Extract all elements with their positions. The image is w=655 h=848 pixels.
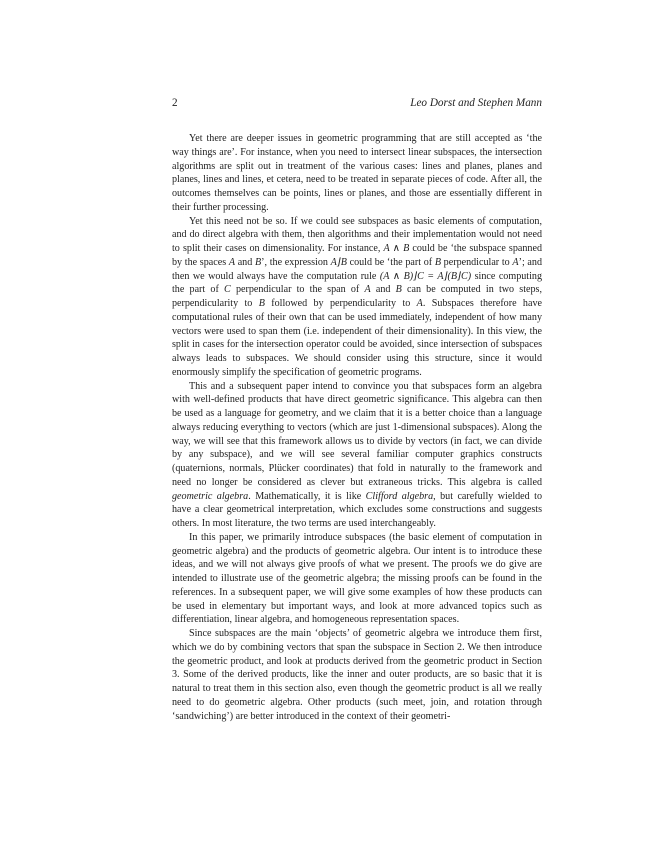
emphasis-text: geometric algebra	[172, 490, 249, 502]
running-header	[172, 96, 542, 110]
math-expression: B	[258, 298, 265, 309]
math-expression: A	[512, 256, 519, 268]
math-expression: (A ∧ B)⌋C = A⌋(B⌋C)	[379, 270, 472, 282]
paragraph	[172, 215, 542, 380]
math-expression: A	[416, 298, 423, 309]
text-run: since computing the part of	[172, 270, 542, 296]
text-run: , but carefully wielded to have a clear geometrical interpretation, which excludes some constructions and suggests others. In most literature, the two terms are used interchangeably.	[172, 490, 543, 529]
text-run: Since subspaces are the main ‘objects’ of geometric algebra we introduce them first, which we do by combining vectors that span the subspace in Section 2. We then introduce the geometric product, and look at products derived from the geometric product in Section 3. Some of the derived products, like the inner and outer products, are so basic that it is natural to treat them in this section also, even though the geometric product is all we really need to do geometric algebra. Other products (such meet, join, and rotation through ‘sandwiching’) are better introduced in the context of their geometri-	[172, 628, 542, 722]
page-number: 2	[172, 97, 178, 109]
paragraph	[172, 132, 542, 215]
text-run: perpendicular to the span of	[230, 284, 365, 296]
math-expression: B	[434, 256, 441, 268]
math-expression: C	[224, 284, 231, 296]
text-run: and	[235, 256, 255, 268]
paragraph	[172, 531, 542, 627]
text-run: perpendicular to	[440, 256, 513, 268]
math-expression: A⌋B	[330, 256, 347, 268]
text-run: This and a subsequent paper intend to convince you that subspaces form an algebra with well-defined products that have direct geometric significance. This algebra can then be used as a language for geometry, and we claim that it is a better choice than a language always reducing everything to vectors (which are just 1-dimensional subspaces). Along the way, we will see that this framework allows us to divide by vectors (in fact, we can divide by any subspace), and we will see several familiar computer graphics constructs (quaternions, normals, Plücker coordinates) that fold in naturally to the framework and need no longer be considered as clever but extraneous tricks. This algebra is called	[172, 380, 542, 488]
body-text	[172, 132, 542, 723]
text-run: . Subspaces therefore have computational rules of their own that can be used immediately, independent of how many vectors were used to span them (i.e. independent of their dimensionality). In this view, the split in cases for the intersection operator could be avoided, since intersection of subspaces always leads to subspaces. We should consider using this structure, since it would enormously simplify the specification of geometric programs.	[172, 298, 542, 378]
text-run: and	[370, 284, 396, 296]
text-run: can be computed in two steps, perpendicularity to	[172, 284, 542, 309]
text-run: Yet there are deeper issues in geometric programming that are still accepted as ‘the way things are’. For instance, when you need to intersect linear subspaces, the intersection algorithms are split out in treatment of the various cases: lines and planes, planes and planes, lines and lines, et cetera, need to be treated in separate pieces of code. After all, the outcomes themselves can be points, lines or planes, and those are essentially different in their further processing.	[172, 133, 542, 213]
emphasis-text: Clifford algebra	[365, 490, 434, 502]
paragraph	[172, 627, 542, 723]
text-run: could be ‘the subspace spanned by the spaces	[172, 243, 542, 268]
math-expression: B	[395, 284, 402, 296]
text-run: followed by perpendicularity to	[264, 298, 417, 309]
text-run: ’, the expression	[261, 256, 331, 268]
text-run: In this paper, we primarily introduce subspaces (the basic element of computation in geometric algebra) and the products of geometric algebra. Our intent is to introduce these ideas, and we will not always give proofs of what we present. The proofs we do give are intended to illustrate use of the geometric algebra; the missing proofs can be found in the references. In a subsequent paper, we will give some examples of how these products can be used in elementary but important ways, and look at more advanced topics such as differentiation, linear algebra, and homogeneous representation spaces.	[172, 531, 542, 626]
text-run: could be ‘the part of	[346, 256, 435, 268]
text-run: ’; and then we would always have the computation rule	[172, 256, 543, 282]
running-header-authors: Leo Dorst and Stephen Mann	[410, 97, 542, 109]
math-expression: A	[228, 256, 236, 268]
math-expression: B	[254, 256, 262, 268]
math-expression: A	[364, 284, 371, 296]
text-run: . Mathematically, it is like	[248, 490, 366, 502]
math-expression: A ∧ B	[383, 243, 410, 254]
text-run: Yet this need not be so. If we could see subspaces as basic elements of computation, and do direct algebra with them, then algorithms and their implementation would not need to split their cases on dimensionality. For instance,	[172, 215, 542, 254]
paragraph	[172, 380, 542, 531]
